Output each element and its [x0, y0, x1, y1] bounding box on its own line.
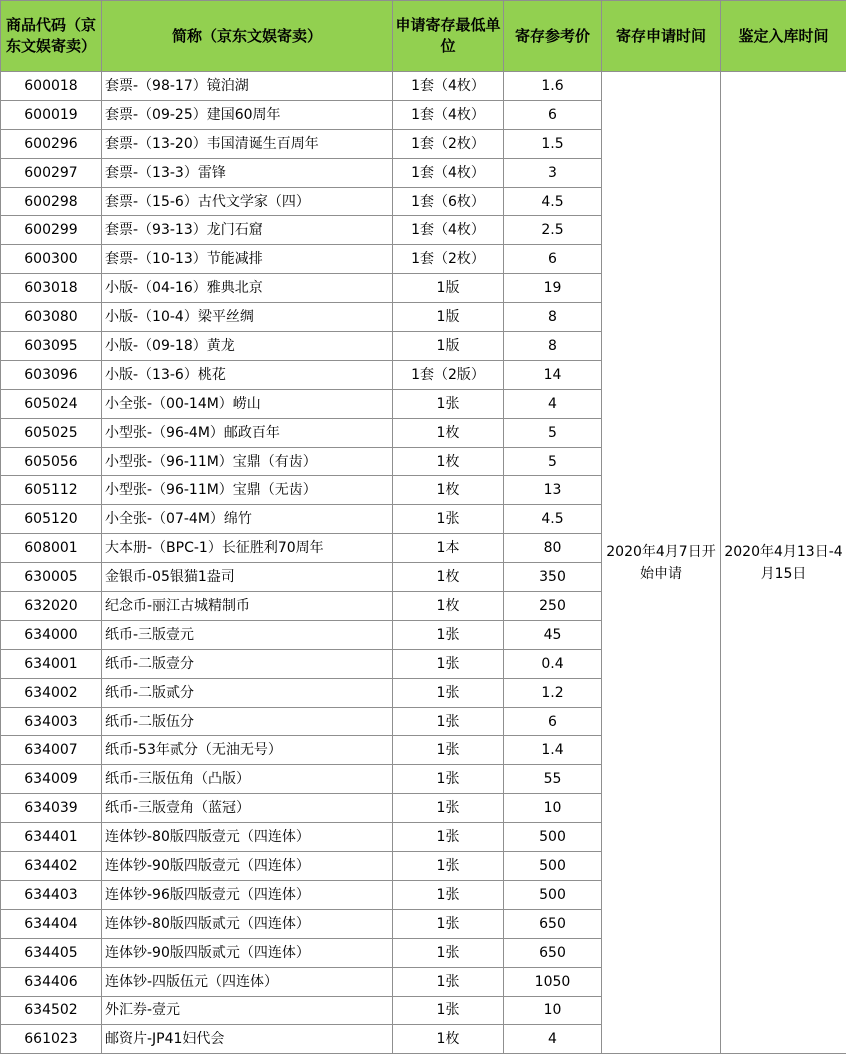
item-code-cell: 661023 [1, 1025, 102, 1054]
min-unit-cell: 1套（2枚） [393, 245, 504, 274]
item-name-cell: 外汇券-壹元 [102, 996, 393, 1025]
item-name-cell: 小全张-（00-14M）崂山 [102, 389, 393, 418]
item-code-cell: 634009 [1, 765, 102, 794]
item-code-cell: 634404 [1, 909, 102, 938]
min-unit-cell: 1枚 [393, 563, 504, 592]
reference-price-cell: 4 [504, 1025, 602, 1054]
item-name-cell: 小型张-（96-11M）宝鼎（有齿） [102, 447, 393, 476]
item-name-cell: 套票-（15-6）古代文学家（四） [102, 187, 393, 216]
min-unit-cell: 1本 [393, 534, 504, 563]
item-code-cell: 603096 [1, 360, 102, 389]
min-unit-cell: 1张 [393, 765, 504, 794]
min-unit-cell: 1枚 [393, 418, 504, 447]
item-name-cell: 套票-（13-3）雷锋 [102, 158, 393, 187]
reference-price-cell: 5 [504, 447, 602, 476]
item-code-cell: 603080 [1, 303, 102, 332]
item-code-cell: 605120 [1, 505, 102, 534]
reference-price-cell: 13 [504, 476, 602, 505]
min-unit-cell: 1张 [393, 505, 504, 534]
item-name-cell: 套票-（93-13）龙门石窟 [102, 216, 393, 245]
table-row [1, 72, 846, 101]
item-name-cell: 连体钞-80版四版贰元（四连体） [102, 909, 393, 938]
min-unit-cell: 1版 [393, 303, 504, 332]
reference-price-cell: 250 [504, 592, 602, 621]
item-code-cell: 634406 [1, 967, 102, 996]
item-code-cell: 603095 [1, 332, 102, 361]
item-code-cell: 600019 [1, 100, 102, 129]
min-unit-cell: 1枚 [393, 476, 504, 505]
item-code-cell: 605112 [1, 476, 102, 505]
item-name-cell: 小版-（04-16）雅典北京 [102, 274, 393, 303]
reference-price-cell: 55 [504, 765, 602, 794]
item-code-cell: 634002 [1, 678, 102, 707]
min-unit-cell: 1张 [393, 938, 504, 967]
min-unit-cell: 1套（4枚） [393, 216, 504, 245]
reference-price-cell: 1.6 [504, 72, 602, 101]
item-name-cell: 小版-（09-18）黄龙 [102, 332, 393, 361]
item-code-cell: 605025 [1, 418, 102, 447]
reference-price-cell: 80 [504, 534, 602, 563]
min-unit-cell: 1张 [393, 967, 504, 996]
reference-price-cell: 14 [504, 360, 602, 389]
header-code: 商品代码（京东文娱寄卖） [1, 1, 102, 72]
item-code-cell: 608001 [1, 534, 102, 563]
reference-price-cell: 19 [504, 274, 602, 303]
min-unit-cell: 1枚 [393, 447, 504, 476]
min-unit-cell: 1张 [393, 389, 504, 418]
reference-price-cell: 5 [504, 418, 602, 447]
item-name-cell: 连体钞-90版四版贰元（四连体） [102, 938, 393, 967]
item-code-cell: 634502 [1, 996, 102, 1025]
item-code-cell: 605056 [1, 447, 102, 476]
item-code-cell: 634039 [1, 794, 102, 823]
min-unit-cell: 1枚 [393, 1025, 504, 1054]
min-unit-cell: 1张 [393, 880, 504, 909]
min-unit-cell: 1套（4枚） [393, 72, 504, 101]
table-body [1, 72, 846, 1054]
reference-price-cell: 1.4 [504, 736, 602, 765]
min-unit-cell: 1张 [393, 996, 504, 1025]
item-code-cell: 600298 [1, 187, 102, 216]
reference-price-cell: 4 [504, 389, 602, 418]
min-unit-cell: 1张 [393, 620, 504, 649]
item-code-cell: 605024 [1, 389, 102, 418]
reference-price-cell: 8 [504, 303, 602, 332]
item-code-cell: 634001 [1, 649, 102, 678]
reference-price-cell: 4.5 [504, 505, 602, 534]
reference-price-cell: 10 [504, 996, 602, 1025]
reference-price-cell: 500 [504, 823, 602, 852]
reference-price-cell: 1.2 [504, 678, 602, 707]
warehouse-time-cell: 2020年4月13日-4月15日 [721, 72, 846, 1054]
reference-price-cell: 6 [504, 707, 602, 736]
item-name-cell: 套票-（09-25）建国60周年 [102, 100, 393, 129]
reference-price-cell: 4.5 [504, 187, 602, 216]
item-name-cell: 连体钞-80版四版壹元（四连体） [102, 823, 393, 852]
reference-price-cell: 10 [504, 794, 602, 823]
min-unit-cell: 1张 [393, 794, 504, 823]
min-unit-cell: 1套（4枚） [393, 100, 504, 129]
item-code-cell: 634401 [1, 823, 102, 852]
item-code-cell: 600300 [1, 245, 102, 274]
min-unit-cell: 1版 [393, 274, 504, 303]
item-name-cell: 纸币-53年贰分（无油无号） [102, 736, 393, 765]
reference-price-cell: 650 [504, 909, 602, 938]
reference-price-cell: 8 [504, 332, 602, 361]
header-apply-time: 寄存申请时间 [602, 1, 721, 72]
item-code-cell: 634403 [1, 880, 102, 909]
item-name-cell: 金银币-05银猫1盎司 [102, 563, 393, 592]
item-name-cell: 套票-（98-17）镜泊湖 [102, 72, 393, 101]
item-code-cell: 634007 [1, 736, 102, 765]
reference-price-cell: 3 [504, 158, 602, 187]
item-name-cell: 小版-（13-6）桃花 [102, 360, 393, 389]
min-unit-cell: 1张 [393, 736, 504, 765]
item-name-cell: 纸币-二版壹分 [102, 649, 393, 678]
item-code-cell: 600299 [1, 216, 102, 245]
item-name-cell: 连体钞-90版四版壹元（四连体） [102, 852, 393, 881]
item-code-cell: 600297 [1, 158, 102, 187]
reference-price-cell: 1050 [504, 967, 602, 996]
min-unit-cell: 1张 [393, 823, 504, 852]
reference-price-cell: 6 [504, 245, 602, 274]
item-code-cell: 634000 [1, 620, 102, 649]
reference-price-cell: 0.4 [504, 649, 602, 678]
reference-price-cell: 2.5 [504, 216, 602, 245]
item-name-cell: 小型张-（96-4M）邮政百年 [102, 418, 393, 447]
item-name-cell: 连体钞-四版伍元（四连体） [102, 967, 393, 996]
item-name-cell: 纪念币-丽江古城精制币 [102, 592, 393, 621]
item-name-cell: 连体钞-96版四版壹元（四连体） [102, 880, 393, 909]
reference-price-cell: 500 [504, 880, 602, 909]
item-name-cell: 纸币-二版伍分 [102, 707, 393, 736]
item-code-cell: 630005 [1, 563, 102, 592]
min-unit-cell: 1张 [393, 678, 504, 707]
item-code-cell: 634405 [1, 938, 102, 967]
item-name-cell: 纸币-二版贰分 [102, 678, 393, 707]
min-unit-cell: 1张 [393, 852, 504, 881]
reference-price-cell: 6 [504, 100, 602, 129]
item-code-cell: 600296 [1, 129, 102, 158]
min-unit-cell: 1版 [393, 332, 504, 361]
item-code-cell: 603018 [1, 274, 102, 303]
min-unit-cell: 1张 [393, 649, 504, 678]
item-name-cell: 纸币-三版壹角（蓝冠） [102, 794, 393, 823]
min-unit-cell: 1套（6枚） [393, 187, 504, 216]
item-name-cell: 小型张-（96-11M）宝鼎（无齿） [102, 476, 393, 505]
header-price: 寄存参考价 [504, 1, 602, 72]
reference-price-cell: 1.5 [504, 129, 602, 158]
apply-time-cell: 2020年4月7日开始申请 [602, 72, 721, 1054]
header-unit: 申请寄存最低单位 [393, 1, 504, 72]
reference-price-cell: 350 [504, 563, 602, 592]
min-unit-cell: 1套（4枚） [393, 158, 504, 187]
item-name-cell: 大本册-（BPC-1）长征胜利70周年 [102, 534, 393, 563]
item-name-cell: 套票-（13-20）韦国清诞生百周年 [102, 129, 393, 158]
header-name: 简称（京东文娱寄卖） [102, 1, 393, 72]
item-code-cell: 634003 [1, 707, 102, 736]
min-unit-cell: 1套（2枚） [393, 129, 504, 158]
min-unit-cell: 1张 [393, 909, 504, 938]
min-unit-cell: 1枚 [393, 592, 504, 621]
item-code-cell: 632020 [1, 592, 102, 621]
item-name-cell: 纸币-三版伍角（凸版） [102, 765, 393, 794]
item-name-cell: 套票-（10-13）节能减排 [102, 245, 393, 274]
min-unit-cell: 1张 [393, 707, 504, 736]
reference-price-cell: 500 [504, 852, 602, 881]
reference-price-cell: 650 [504, 938, 602, 967]
reference-price-cell: 45 [504, 620, 602, 649]
item-name-cell: 邮资片-JP41妇代会 [102, 1025, 393, 1054]
header-row [1, 1, 846, 72]
item-name-cell: 纸币-三版壹元 [102, 620, 393, 649]
header-warehouse-time: 鉴定入库时间 [721, 1, 846, 72]
item-code-cell: 600018 [1, 72, 102, 101]
item-name-cell: 小全张-（07-4M）绵竹 [102, 505, 393, 534]
item-name-cell: 小版-（10-4）梁平丝绸 [102, 303, 393, 332]
item-code-cell: 634402 [1, 852, 102, 881]
min-unit-cell: 1套（2版） [393, 360, 504, 389]
